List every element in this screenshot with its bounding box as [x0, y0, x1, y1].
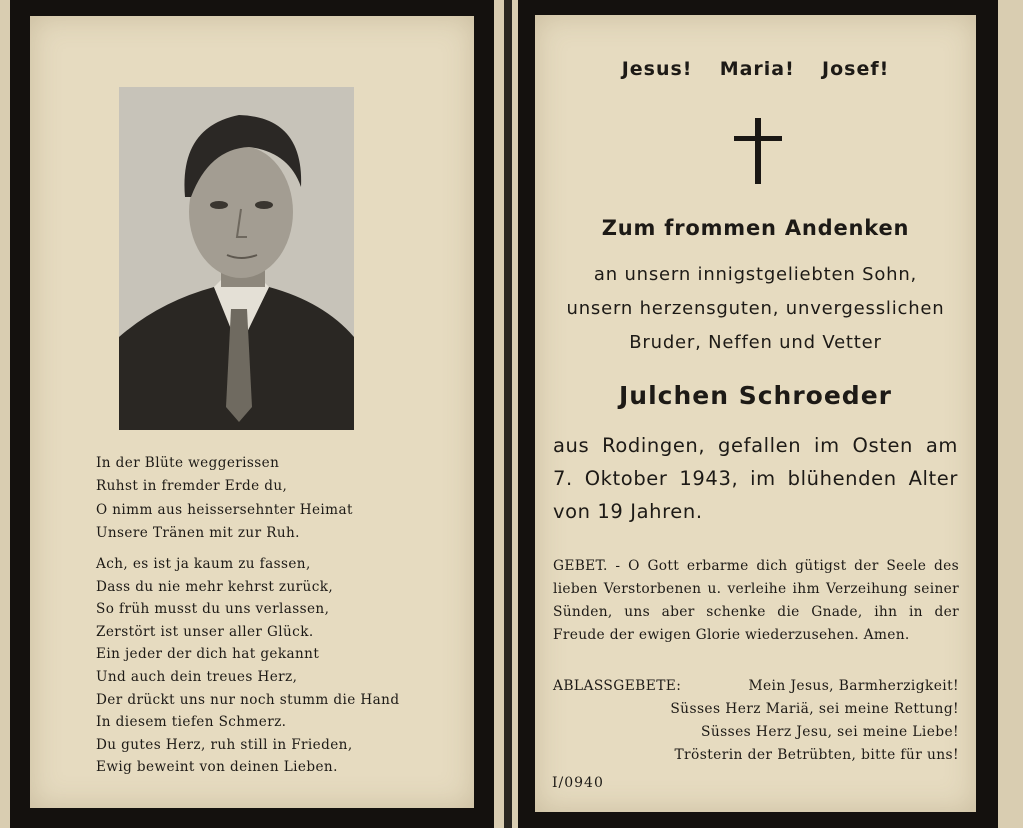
poem-line: Und auch dein treues Herz, — [96, 668, 298, 685]
mourning-border-bottom — [10, 808, 494, 828]
poem-stanza-2 — [96, 553, 399, 779]
mourning-border-bottom — [518, 812, 998, 828]
poem-line: Dass du nie mehr kehrst zurück, — [96, 578, 334, 595]
poem-line: Ein jeder der dich hat gekannt — [96, 646, 320, 663]
deceased-name: Julchen Schroeder — [618, 381, 892, 410]
indulgence-line: Süsses Herz Mariä, sei meine Rettung! — [670, 701, 959, 717]
dedication-line: unsern herzensguten, unvergesslichen — [566, 298, 945, 319]
poem-line: Ewig beweint von deinen Lieben. — [96, 759, 338, 776]
poem-line: Ruhst in fremder Erde du, — [96, 478, 288, 495]
indulgence-line: Süsses Herz Jesu, sei meine Liebe! — [700, 724, 959, 740]
dedication-line: an unsern innigstgeliebten Sohn, — [593, 264, 918, 285]
poem-line: O nimm aus heissersehnter Heimat — [96, 501, 353, 518]
mourning-border-left — [518, 0, 536, 828]
dedication — [535, 258, 976, 360]
indulgence-label: ABLASSGEBETE: — [553, 678, 682, 694]
poem-line: Zerstört ist unser aller Glück. — [96, 623, 314, 640]
details-line: 7. Oktober 1943, im blühenden Alter — [553, 467, 958, 490]
poem-line: Du gutes Herz, ruh still in Frieden, — [96, 736, 353, 753]
serial-number: I/0940 — [552, 775, 604, 791]
mourning-border-left — [10, 0, 32, 828]
invocation: Jesus! Maria! Josef! — [621, 58, 890, 80]
poem-line: Unsere Tränen mit zur Ruh. — [96, 524, 300, 541]
prayer — [553, 555, 959, 647]
poem-line: So früh musst du uns verlassen, — [96, 601, 330, 618]
poem-stanza-1 — [96, 452, 353, 545]
prayer-line: Freude der ewigen Glorie wiederzusehen. Amen. — [553, 627, 910, 643]
prayer-line: GEBET. - O Gott erbarme dich gütigst der Seele des — [553, 558, 959, 574]
details-line: aus Rodingen, gefallen im Osten am — [553, 434, 958, 457]
portrait-photo — [119, 87, 354, 430]
mourning-border-right — [976, 0, 998, 828]
poem-line: In der Blüte weggerissen — [96, 455, 280, 471]
mourning-border-top — [518, 0, 998, 15]
prayer-line: lieben Verstorbenen u. verleihe ihm Verzeihung seiner — [553, 581, 959, 597]
poem-line: In diesem tiefen Schmerz. — [96, 714, 287, 731]
mourning-border-top — [10, 0, 494, 16]
indulgence-line: Mein Jesus, Barmherzigkeit! — [748, 678, 959, 694]
poem-line: Ach, es ist ja kaum zu fassen, — [96, 556, 311, 572]
mourning-border-right — [474, 0, 494, 828]
indulgence-row — [553, 675, 959, 698]
details-line: von 19 Jahren. — [553, 500, 703, 523]
indulgence-prayers — [553, 675, 959, 767]
cross-icon — [734, 118, 782, 184]
heading: Zum frommen Andenken — [601, 216, 910, 240]
indulgence-line: Trösterin der Betrübten, bitte für uns! — [674, 747, 959, 763]
details — [553, 429, 958, 528]
dedication-line: Bruder, Neffen und Vetter — [629, 332, 882, 353]
prayer-line: Sünden, uns aber schenke die Gnade, ihn in der — [553, 604, 959, 620]
poem-line: Der drückt uns nur noch stumm die Hand — [96, 691, 400, 708]
